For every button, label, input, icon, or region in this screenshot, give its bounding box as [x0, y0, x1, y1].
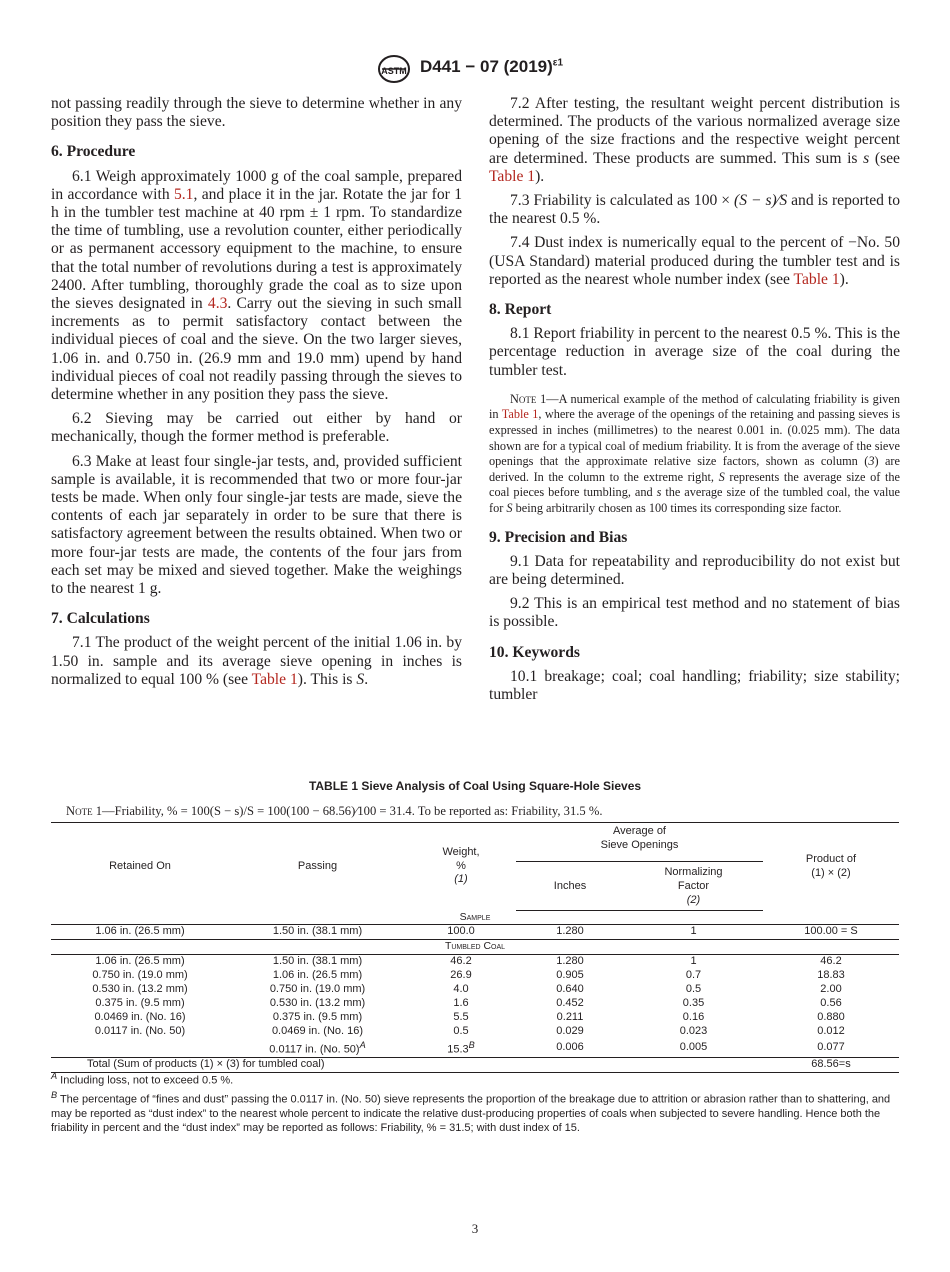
table-row-sample — [51, 925, 899, 940]
cell-passing: 0.530 in. (13.2 mm) — [269, 996, 366, 1009]
cell-passing: 1.06 in. (26.5 mm) — [272, 969, 363, 982]
table-row — [51, 969, 899, 983]
cell-retained: 0.530 in. (13.2 mm) — [92, 983, 188, 996]
header-inches: Inches — [516, 861, 624, 910]
section-10-heading: 10. Keywords — [489, 643, 580, 661]
table-1-link[interactable]: Table 1 — [501, 407, 539, 422]
cell-factor: 0.5 — [685, 983, 702, 996]
table-1-link[interactable]: Table 1 — [489, 167, 536, 185]
cell-factor: 1 — [624, 925, 763, 940]
paragraph-9-2: 9.2 This is an empirical test method and no statement of bias is possible. — [489, 595, 900, 631]
table-footnotes — [51, 1069, 899, 1136]
table-row — [51, 1025, 899, 1039]
header-average-sieve-openings: Average of Sieve Openings — [516, 823, 763, 862]
table-row — [51, 997, 899, 1011]
paragraph-7-2: 7.2 After testing, the resultant weight percent distribution is determined. The products of the various normalized average size opening of the size fractions and the respective weight percent are determined. These products are summed. This sum is s (see Table 1). — [489, 95, 900, 185]
cell-product: 0.880 — [817, 1010, 845, 1023]
cell-inches: 0.029 — [556, 1024, 584, 1037]
cell-product: 18.83 — [817, 969, 845, 982]
cell-inches: 0.905 — [556, 969, 584, 982]
table-caption: TABLE 1 Sieve Analysis of Coal Using Square-Hole Sieves — [308, 779, 642, 793]
cell-weight: 100.0 — [406, 925, 516, 940]
cell-weight: 46.2 — [450, 955, 472, 968]
page-header — [0, 52, 950, 88]
cell-product: 2.00 — [820, 983, 842, 996]
paragraph-7-1: 7.1 The product of the weight percent of the initial 1.06 in. by 1.50 in. sample and its average sieve opening in inches is normalized to equal 100 % (see Table 1). This is S. — [51, 634, 462, 688]
cell-retained: 1.06 in. (26.5 mm) — [95, 955, 185, 968]
cell-retained: 0.0117 in. (No. 50) — [94, 1024, 186, 1037]
cell-inches: 1.280 — [556, 955, 584, 968]
paragraph-9-1: 9.1 Data for repeatability and reproducibility do not exist but are being determined. — [489, 552, 900, 588]
section-label-sample: Sample — [51, 910, 899, 925]
note-1: Note 1—A numerical example of the method of calculating friability is given in Table 1, where the average of the openings of the retaining and passing sieves is expressed in inches (millimetres) to the nearest 0.001 in. (0.025 mm). The data shown are for a typical coal of medium friability. It is from the average of the sieve openings that the approximate relative size factors, shown as column (3) are derived. In the column to the extreme right, S represents the average size of the coal pieces before tumbling, and s the average size of the tumbled coal, the value for S being arbitrarily chosen as 100 times its corresponding size factor. — [489, 391, 901, 515]
cell-product: 0.012 — [817, 1024, 845, 1037]
right-column — [489, 95, 900, 710]
cell-inches: 0.006 — [556, 1041, 584, 1054]
cell-product: 46.2 — [820, 955, 842, 968]
footnote-b: $^B$ The percentage of “fines and dust” passing the 0.0117 in. (No. 50) sieve represents the proportion of the breakage due to attrition or abrasion rather than to shattering, and may be reported as “dust index” to the nearest whole percent to indicate the relative dust-producing properties of coals when subjected to severe handling. Hence both the friability in percent and the “dust index” may be reported as follows: Friability, % = 31.5; with dust index of 15. — [51, 1089, 891, 1135]
cell-inches: 1.280 — [516, 925, 624, 940]
section-9-heading: 9. Precision and Bias — [489, 528, 628, 546]
cell-factor: 0.35 — [682, 996, 705, 1009]
section-8-heading: 8. Report — [489, 301, 552, 319]
cell-retained: 0.375 in. (9.5 mm) — [95, 996, 185, 1009]
table-1-link[interactable]: Table 1 — [251, 670, 298, 688]
table-note: Note 1—Friability, % = 100(S − s)/S = 100(100 − 68.56)⁄100 = 31.4. To be reported as: Friability, 31.5 %. — [66, 804, 603, 818]
cell-inches: 0.452 — [556, 996, 584, 1009]
cell-retained — [51, 1039, 229, 1058]
standard-designation: D441 − 07 $(2019)^{\varepsilon 1}$ — [420, 57, 564, 76]
cell-product: 100.00 = S — [763, 925, 899, 940]
section-6-heading: 6. Procedure — [51, 143, 136, 161]
section-label-tumbled-coal: Tumbled Coal — [51, 940, 899, 955]
header-product: Product of (1) × (2) — [763, 823, 899, 911]
cell-weight: 1.6 — [453, 996, 469, 1009]
header-retained-on: Retained On — [51, 823, 229, 911]
ref-5-1-link[interactable]: 5.1 — [173, 185, 194, 203]
cell-factor: 0.023 — [679, 1024, 708, 1037]
left-column — [51, 95, 462, 695]
cell-factor: 0.16 — [682, 1010, 705, 1023]
page-number: 3 — [471, 1221, 479, 1236]
paragraph-7-4: 7.4 Dust index is numerically equal to the percent of −No. 50 (USA Standard) material produced during the tumbler test and is reported as the nearest whole number index (see Table 1). — [489, 234, 900, 288]
cell-weight: 4.0 — [453, 983, 469, 996]
cell-retained: 1.06 in. (26.5 mm) — [51, 925, 229, 940]
ref-4-3-link[interactable]: 4.3 — [207, 295, 228, 313]
paragraph-7-3: 7.3 Friability is calculated as 100 × (S − s)⁄S and is reported to the nearest 0.5 %. — [489, 192, 900, 228]
section-7-heading: 7. Calculations — [51, 610, 150, 628]
cell-weight: 26.9 — [450, 969, 472, 982]
cell-weight: 5.5 — [453, 1010, 469, 1023]
cell-factor: 0.7 — [685, 969, 702, 982]
paragraph-continued: not passing readily through the sieve to determine whether in any position they pass the sieve. — [51, 95, 462, 131]
cell-weight: $15.3^B$ — [447, 1039, 475, 1056]
astm-logo — [376, 54, 412, 84]
total-value: 68.56=s — [763, 1058, 899, 1073]
table-row — [51, 1011, 899, 1025]
cell-weight: 0.5 — [453, 1024, 469, 1037]
cell-product: 0.56 — [820, 996, 842, 1009]
cell-inches: 0.211 — [556, 1010, 584, 1023]
header-weight: Weight, % (1) — [406, 823, 516, 911]
cell-retained: 0.0469 in. (No. 16) — [94, 1010, 186, 1023]
total-label: Total (Sum of products (1) × (3) for tumbled coal) — [51, 1058, 763, 1073]
paragraph-6-1: 6.1 Weigh approximately 1000 g of the coal sample, prepared in accordance with 5.1, and place it in the jar. Rotate the jar for 1 h in the tumbler test machine at 40 rpm ± 1 rpm. To standardize the time of tumbling, use a revolution counter, either periodically or as permanent accessory equipment to the machine, to ensure that the total number of revolutions during a test is approximately 2400. After tumbling, thoroughly grade the coal as to size upon the sieves designated in 4.3. Carry out the sieving in such small increments as to permit satisfactory contact between the individual pieces of coal and the sieve. On the two larger sieves, 1.06 in. and 0.750 in. (26.9 mm and 19.0 mm) upend by hand individual pieces of coal not readily passing through the sieves to determine whether in any position they pass the sieve. — [51, 167, 462, 404]
footnote-a: $^A$ Including loss, not to exceed 0.5 %. — [51, 1071, 234, 1087]
header-normalizing-factor: Normalizing Factor (2) — [624, 861, 763, 910]
table-1-link[interactable]: Table 1 — [793, 270, 840, 288]
cell-retained: 0.750 in. (19.0 mm) — [92, 969, 188, 982]
table-row — [51, 1039, 899, 1058]
paragraph-6-2: 6.2 Sieving may be carried out either by hand or mechanically, though the former method is preferable. — [51, 410, 462, 446]
cell-factor: 1 — [690, 955, 697, 968]
cell-factor: 0.005 — [679, 1041, 708, 1054]
paragraph-6-3: 6.3 Make at least four single-jar tests, and, provided sufficient sample is available, it is recommended that two or more four-jar tests be made. When only four single-jar tests are made, sieve the contents of each jar separately in order to be sure that there is satisfactory agreement between the results obtained. When two or more four-jar tests are made, the contents of the four jars from each set may be mixed and sieved together. Make the weighings to the nearest 1 g. — [51, 452, 462, 598]
cell-passing: 0.750 in. (19.0 mm) — [269, 983, 366, 996]
cell-product: 0.077 — [817, 1041, 845, 1054]
paragraph-10-1: 10.1 breakage; coal; coal handling; friability; size stability; tumbler — [489, 667, 900, 704]
table-row — [51, 955, 899, 969]
cell-inches: 0.640 — [556, 983, 584, 996]
cell-passing: 0.375 in. (9.5 mm) — [272, 1010, 363, 1023]
table-row — [51, 983, 899, 997]
cell-passing: 0.0469 in. (No. 16) — [271, 1024, 364, 1037]
cell-passing: 1.50 in. (38.1 mm) — [229, 925, 406, 940]
paragraph-8-1: 8.1 Report friability in percent to the nearest 0.5 %. This is the percentage reduction in average size of the coal during the tumbler test. — [489, 325, 900, 379]
svg-text:ASTM: ASTM — [381, 66, 407, 76]
cell-passing: 0.0117 in. (No. 50)$^A$ — [269, 1039, 366, 1056]
header-passing: Passing — [229, 823, 406, 911]
sieve-analysis-table — [51, 822, 899, 1073]
cell-passing: 1.50 in. (38.1 mm) — [272, 955, 363, 968]
